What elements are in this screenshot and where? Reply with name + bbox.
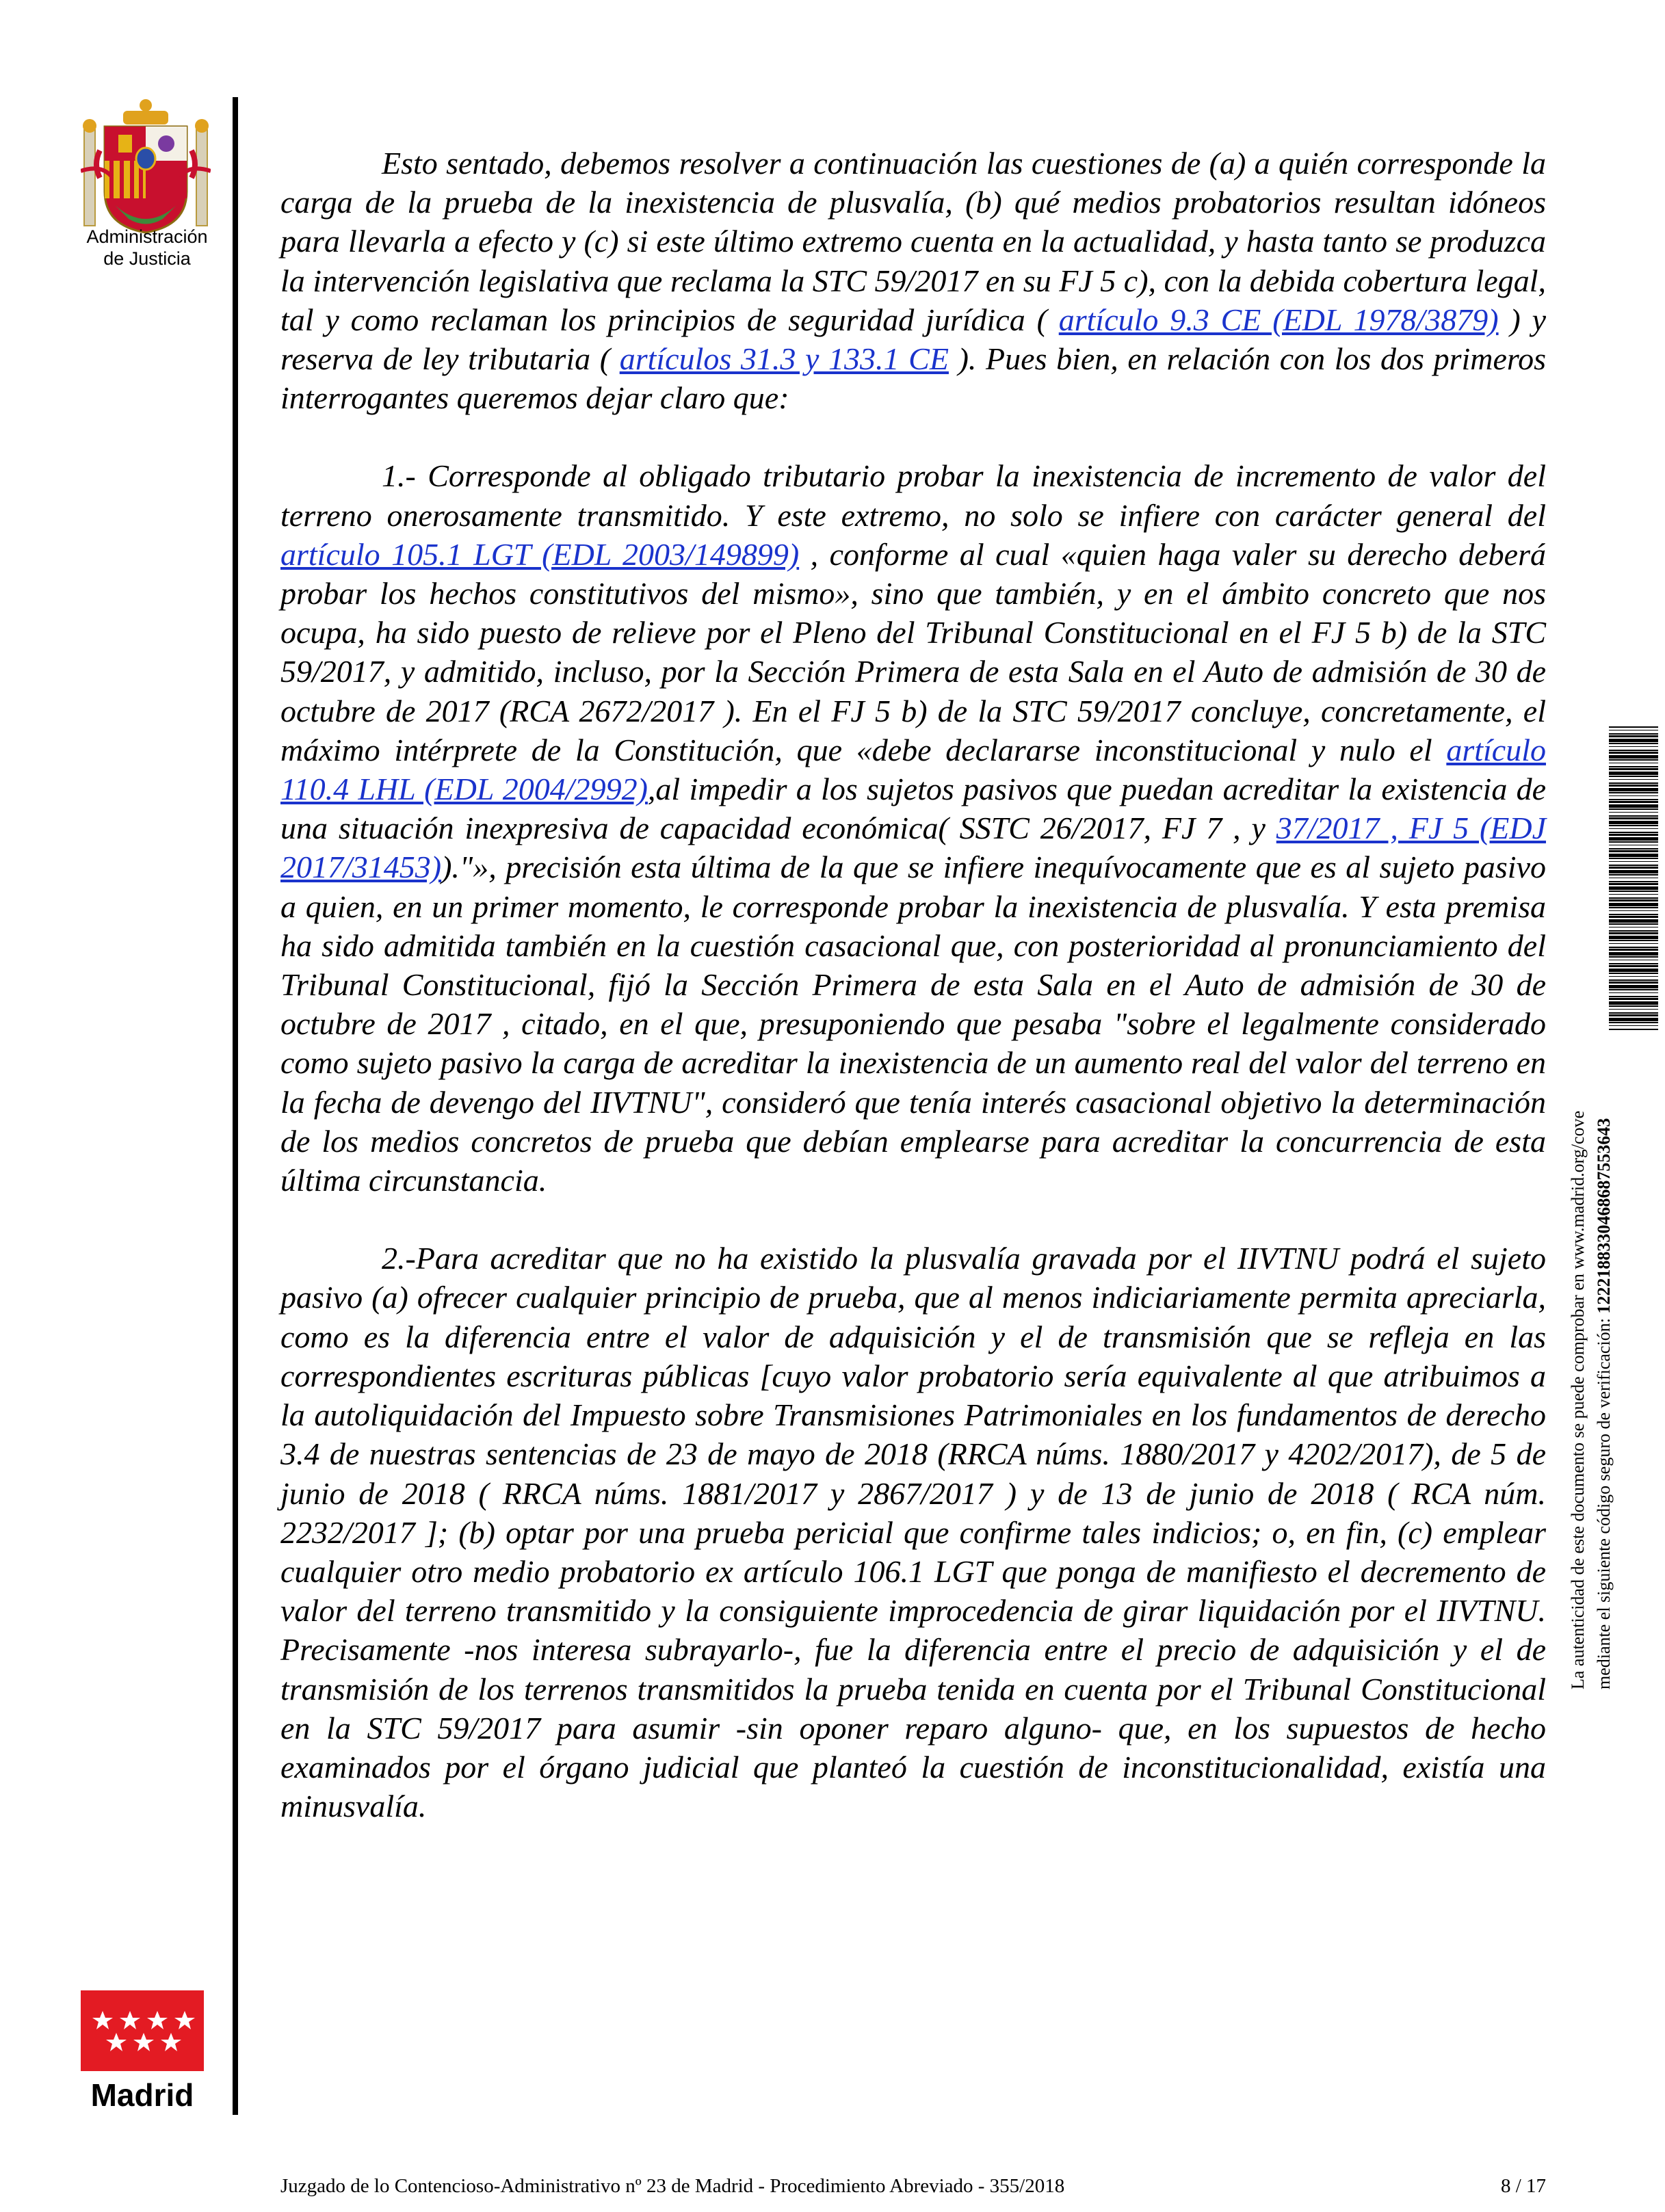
link-articulos-31-3-133-1-ce[interactable]: artículos 31.3 y 133.1 CE bbox=[619, 341, 949, 377]
verification-prefix: mediante el siguiente código seguro de verificación: bbox=[1594, 1313, 1614, 1689]
verification-notice bbox=[1565, 937, 1617, 1689]
link-stc-37-2017[interactable]: 37/2017 , FJ 5 (EDJ 2017/31453) bbox=[280, 811, 1547, 885]
paragraph-1 bbox=[280, 144, 1546, 417]
page-footer bbox=[280, 2175, 1546, 2198]
admin-line-1: Administración bbox=[86, 226, 208, 247]
paragraph-2 bbox=[280, 456, 1546, 1200]
footer-court: Juzgado de lo Contencioso-Administrativo nº 23 de Madrid - Procedimiento Abreviado - 355/2018 bbox=[280, 2175, 1065, 2197]
paragraph-3 bbox=[280, 1239, 1546, 1826]
link-articulo-9-3-ce[interactable]: artículo 9.3 CE (EDL 1978/3879) bbox=[1058, 302, 1499, 337]
admin-justicia-label bbox=[62, 226, 233, 269]
verification-line-1: La autenticidad de este documento se puede comprobar en www.madrid.org/cove bbox=[1568, 1110, 1588, 1689]
margin-rule bbox=[233, 97, 238, 2115]
document-body bbox=[280, 144, 1546, 1865]
page-number: 8 / 17 bbox=[1500, 2175, 1546, 2197]
link-articulo-110-4-lhl[interactable]: artículo 110.4 LHL (EDL 2004/2992) bbox=[280, 732, 1546, 807]
p2-text-1: 1.- Corresponde al obligado tributario probar la inexistencia de incremento de valor del terreno onerosamente transmitido. Y este extremo, no solo se infiere con carácter general del bbox=[280, 458, 1546, 533]
verification-line-2 bbox=[1591, 937, 1617, 1689]
p2-text-4: )."», precisión esta última de la que se infiere inequívocamente que es al sujeto pasivo a quien, en un primer momento, le corresponde probar la inexistencia de plusvalía. Y esta premisa ha sido admitida también en la cuestión casacional que, con posterioridad al pronunciamiento del Tribunal Constitucional, fijó la Sección Primera de esta Sala en el Auto de admisión de 30 de octubre de 2017 , citado, en el que, presuponiendo que pesaba "sobre el legalmente considerado como sujeto pasivo la carga de acreditar la inexistencia de un aumento real del valor del terreno en la fecha de devengo del IIVTNU", consideró que tenía interés casacional objetivo la determinación de los medios concretos de prueba que debían emplearse para acreditar la concurrencia de esta última circunstancia. bbox=[280, 850, 1546, 1198]
p1-text-1: Esto sentado, debemos resolver a continuación las cuestiones de (a) a quién corresponde la carga de la prueba de la inexistencia de plusvalía, (b) qué medios probatorios resultan idóneos para llevarla a efecto y (c) si este último extremo cuenta en la actualidad, y hasta tanto se produzca la intervención legislativa que reclama la STC 59/2017 en su FJ 5 c), con la debida cobertura legal, tal y como reclaman los principios de seguridad jurídica ( bbox=[280, 146, 1546, 337]
admin-line-2: de Justicia bbox=[103, 248, 191, 269]
madrid-label: Madrid bbox=[90, 2077, 194, 2113]
link-articulo-105-1-lgt[interactable]: artículo 105.1 LGT (EDL 2003/149899) bbox=[280, 536, 800, 572]
verification-code: 1222188330468687553643 bbox=[1594, 1118, 1614, 1314]
p1-text-3: ). Pues bien, en relación con los dos primeros interrogantes queremos dejar claro que: bbox=[280, 341, 1547, 416]
madrid-flag-icon bbox=[81, 1990, 204, 2071]
p2-text-3: ,al impedir a los sujetos pasivos que puedan acreditar la existencia de una situación inexpresiva de capacidad económica( SSTC 26/2017, FJ 7 , y bbox=[280, 772, 1546, 846]
p3-text-1: 2.-Para acreditar que no ha existido la plusvalía gravada por el IIVTNU podrá el sujeto pasivo (a) ofrecer cualquier principio de prueba, que al menos indiciariamente permita apreciarla, como es la diferencia entre el valor de adquisición y el de transmisión que se refleja en las correspondientes escrituras públicas [cuyo valor probatorio sería equivalente al que atribuimos a la autoliquidación del Impuesto sobre Transmisiones Patrimoniales en los fundamentos de derecho 3.4 de nuestras sentencias de 23 de mayo de 2018 (RRCA núms. 1880/2017 y 4202/2017), de 5 de junio de 2018 ( RRCA núms. 1881/2017 y 2867/2017 ) y de 13 de junio de 2018 ( RCA núm. 2232/2017 ]; (b) optar por una prueba pericial que confirme tales indicios; o, en fin, (c) emplear cualquier otro medio probatorio ex artículo 106.1 LGT que ponga de manifiesto el decremento de valor del terreno transmitido y la consiguiente improcedencia de girar liquidación por el IIVTNU. Precisamente -nos interesa subrayarlo-, fue la diferencia entre el precio de adquisición y el de transmisión de los terrenos transmitidos la prueba tenida en cuenta por el Tribunal Constitucional en la STC 59/2017 para asumir -sin oponer reparo alguno- que, en los supuestos de hecho examinados por el órgano judicial que planteó la cuestión de inconstitucionalidad, existía una minusvalía. bbox=[280, 1241, 1546, 1824]
p1-text-2: ) y reserva de ley tributaria ( bbox=[280, 302, 1547, 377]
p2-text-2: , conforme al cual «quien haga valer su derecho deberá probar los hechos constitutivos del mismo», sino que también, y en el ámbito concreto que nos ocupa, ha sido puesto de relieve por el Pleno del Tribunal Constitucional en el FJ 5 b) de la STC 59/2017, y admitido, incluso, por la Sección Primera de esta Sala en el Auto de admisión de 30 de octubre de 2017 (RCA 2672/2017 ). En el FJ 5 b) de la STC 59/2017 concluye, concretamente, el máximo intérprete de la Constitución, que «debe declararse inconstitucional y nulo el bbox=[280, 536, 1546, 767]
